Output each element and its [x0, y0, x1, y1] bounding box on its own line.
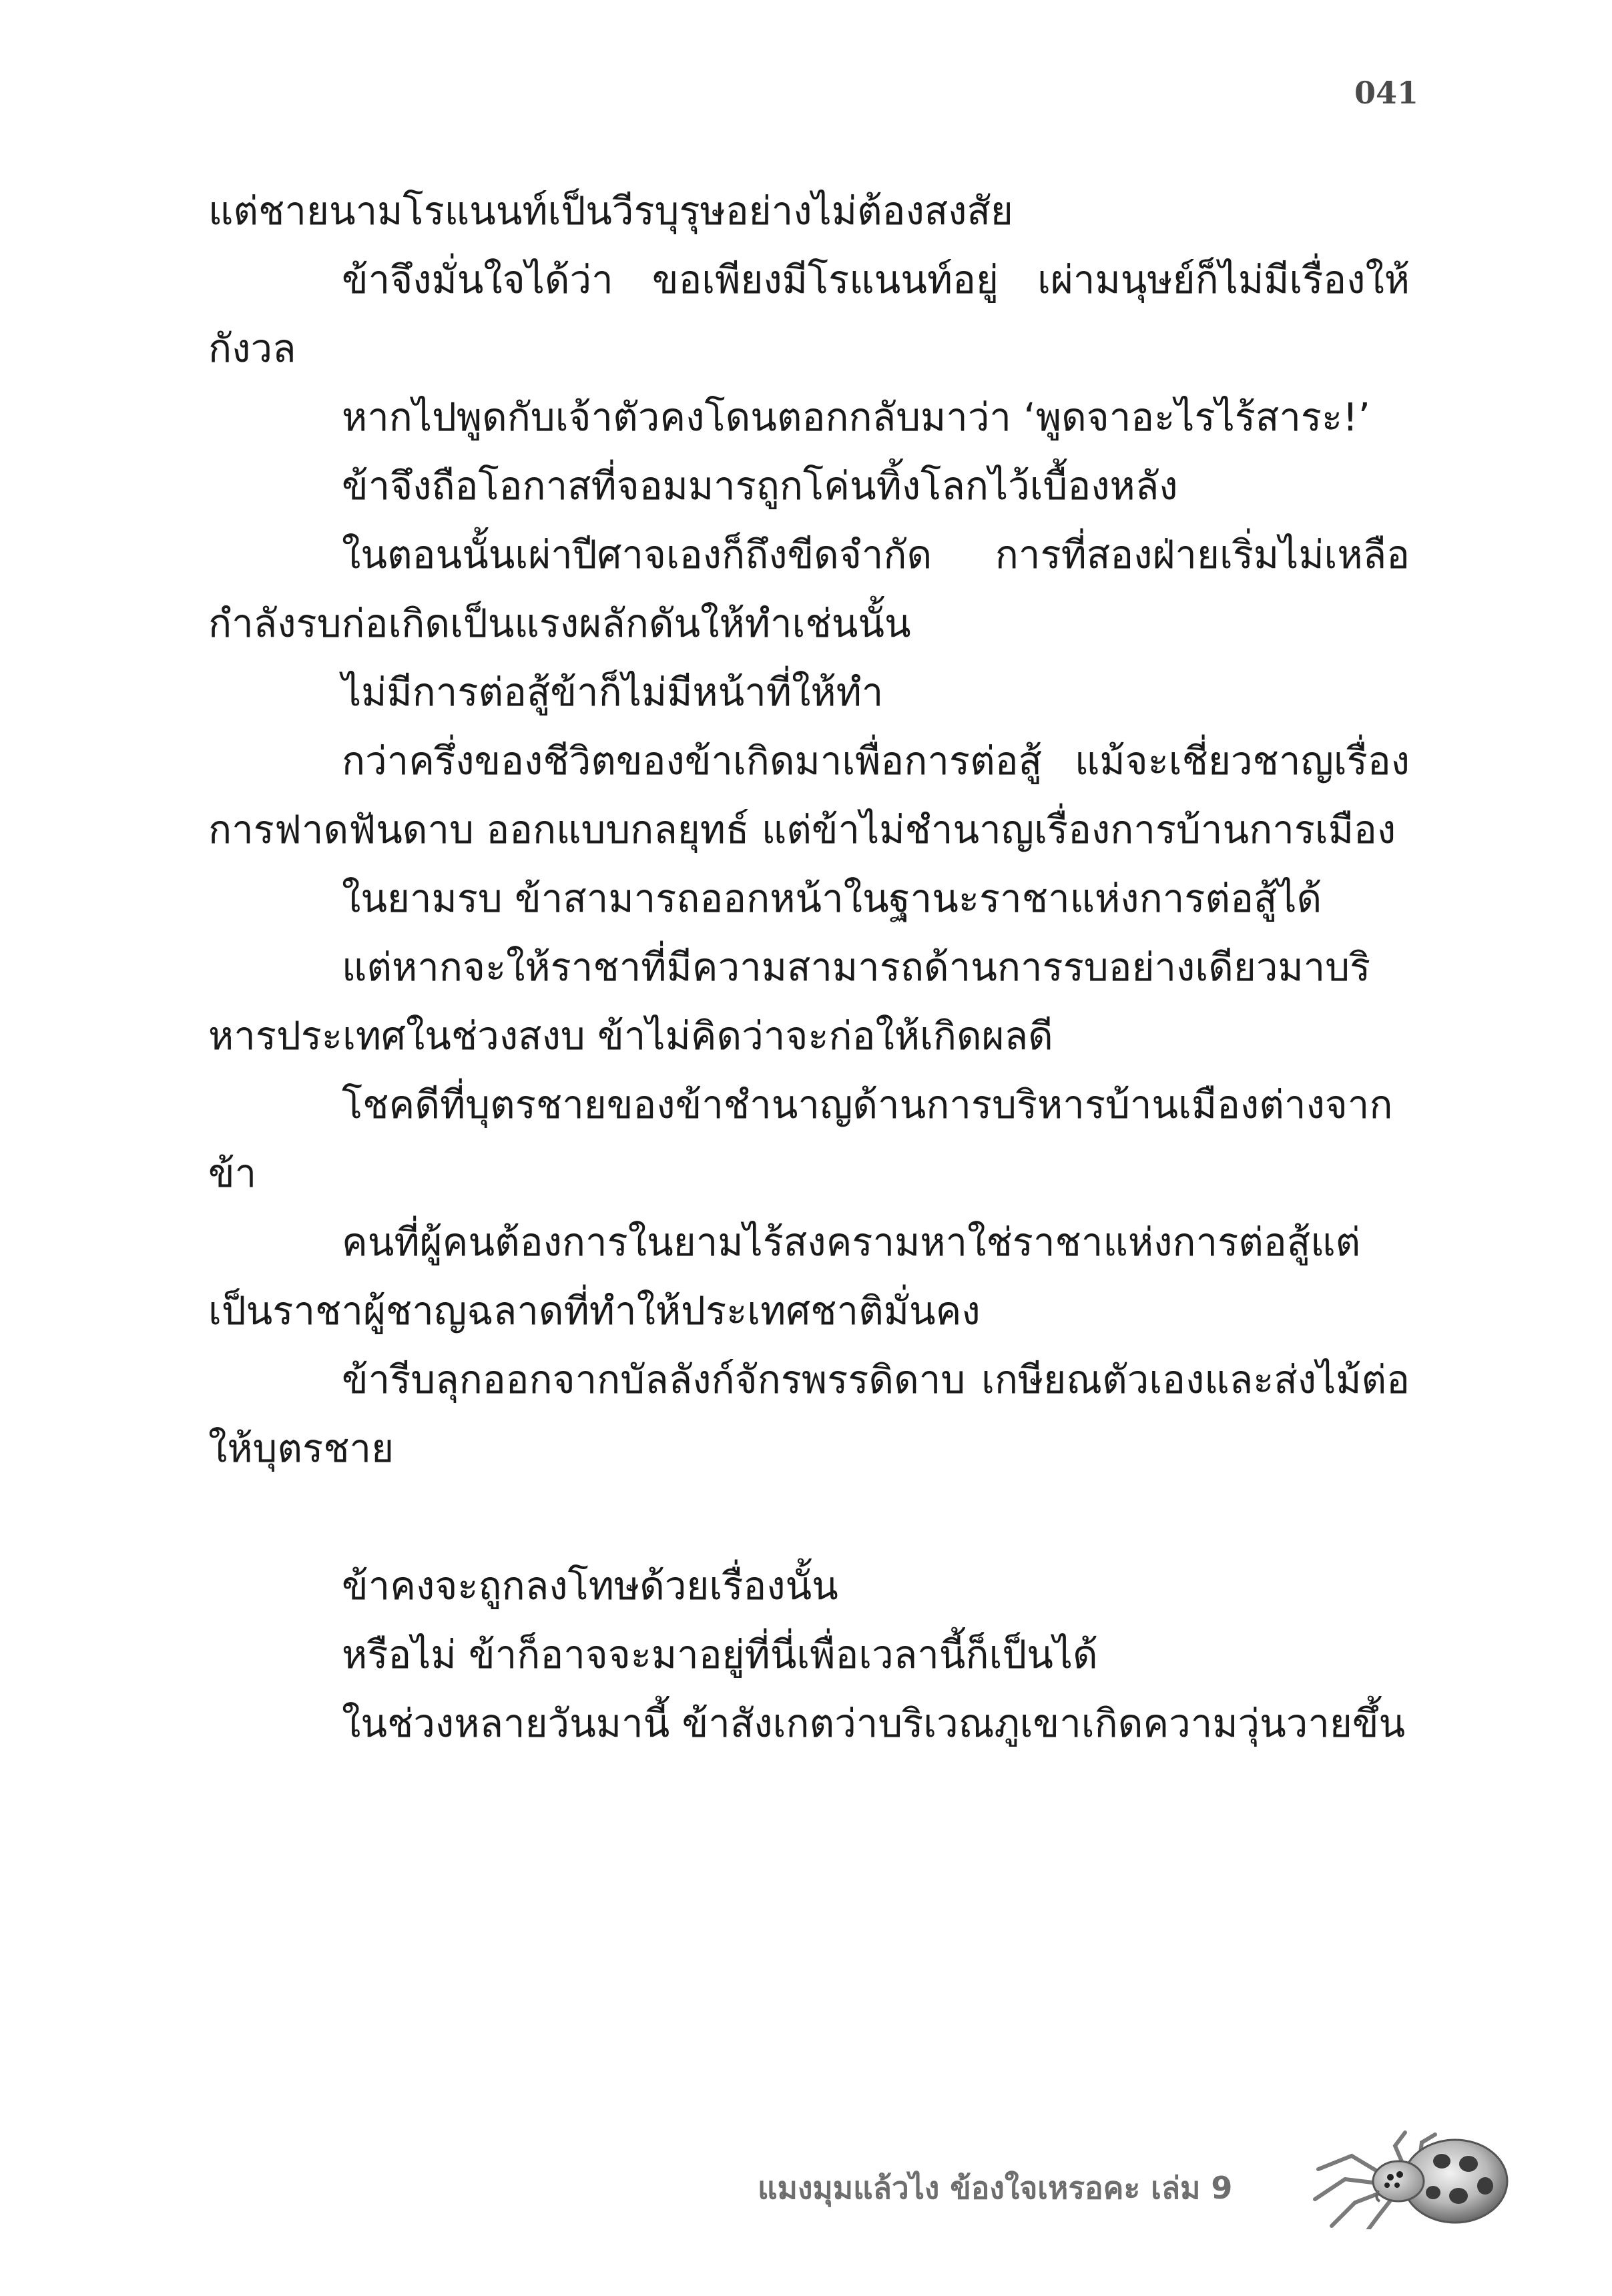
paragraph: โชคดีที่บุตรชายของข้าชำนาญด้านการบริหารบ้านเมืองต่างจากข้า	[208, 1082, 1393, 1196]
paragraph: ในยามรบ ข้าสามารถออกหน้าในฐานะราชาแห่งการต่อสู้ได้	[342, 876, 1322, 921]
paragraph: ในช่วงหลายวันมานี้ ข้าสังเกตว่าบริเวณภูเขาเกิดความวุ่นวายขึ้น	[342, 1701, 1406, 1746]
spider-mascot-icon	[1305, 2129, 1512, 2229]
paragraph: หรือไม่ ข้าก็อาจจะมาอยู่ที่นี่เพื่อเวลานี้ก็เป็นได้	[342, 1632, 1098, 1677]
paragraph: ข้ารีบลุกออกจากบัลลังก์จักรพรรดิดาบ เกษียณตัวเองและส่งไม้ต่อให้บุตรชาย	[208, 1357, 1410, 1471]
paragraph: ในตอนนั้นเผ่าปีศาจเองก็ถึงขีดจำกัด การที่สองฝ่ายเริ่มไม่เหลือกำลังรบก่อเกิดเป็นแรงผลักดันให้ทำเช่นนั้น	[208, 532, 1410, 646]
paragraph: คนที่ผู้คนต้องการในยามไร้สงครามหาใช่ราชาแห่งการต่อสู้แต่เป็นราชาผู้ชาญฉลาดที่ทำให้ประเทศชาติมั่นคง	[208, 1219, 1361, 1334]
section-break	[208, 1483, 1410, 1552]
running-footer	[758, 2129, 1512, 2229]
book-title: แมงมุมแล้วไง ข้องใจเหรอคะ เล่ม 9	[758, 2170, 1233, 2206]
paragraph: กว่าครึ่งของชีวิตของข้าเกิดมาเพื่อการต่อสู้ แม้จะเชี่ยวชาญเรื่องการฟาดฟันดาบ ออกแบบกลยุทธ์ แต่ข้าไม่ชำนาญเรื่องการบ้านการเมือง	[208, 738, 1410, 852]
page-number: 041	[1354, 75, 1418, 111]
paragraph: ไม่มีการต่อสู้ข้าก็ไม่มีหน้าที่ให้ทำ	[342, 669, 884, 715]
paragraph: แต่ชายนามโรแนนท์เป็นวีรบุรุษอย่างไม่ต้องสงสัย	[208, 188, 1013, 234]
paragraph: ข้าคงจะถูกลงโทษด้วยเรื่องนั้น	[342, 1563, 838, 1609]
body-text	[208, 177, 1410, 1758]
paragraph: หากไปพูดกับเจ้าตัวคงโดนตอกกลับมาว่า ‘พูดจาอะไรไร้สาระ!’	[342, 394, 1370, 440]
paragraph: ข้าจึงมั่นใจได้ว่า ขอเพียงมีโรแนนท์อยู่ เผ่ามนุษย์ก็ไม่มีเรื่องให้กังวล	[208, 257, 1410, 371]
paragraph: แต่หากจะให้ราชาที่มีความสามารถด้านการรบอย่างเดียวมาบริหารประเทศในช่วงสงบ ข้าไม่คิดว่าจะก่อให้เกิดผลดี	[208, 944, 1371, 1059]
paragraph: ข้าจึงถือโอกาสที่จอมมารถูกโค่นทิ้งโลกไว้เบื้องหลัง	[342, 463, 1178, 509]
